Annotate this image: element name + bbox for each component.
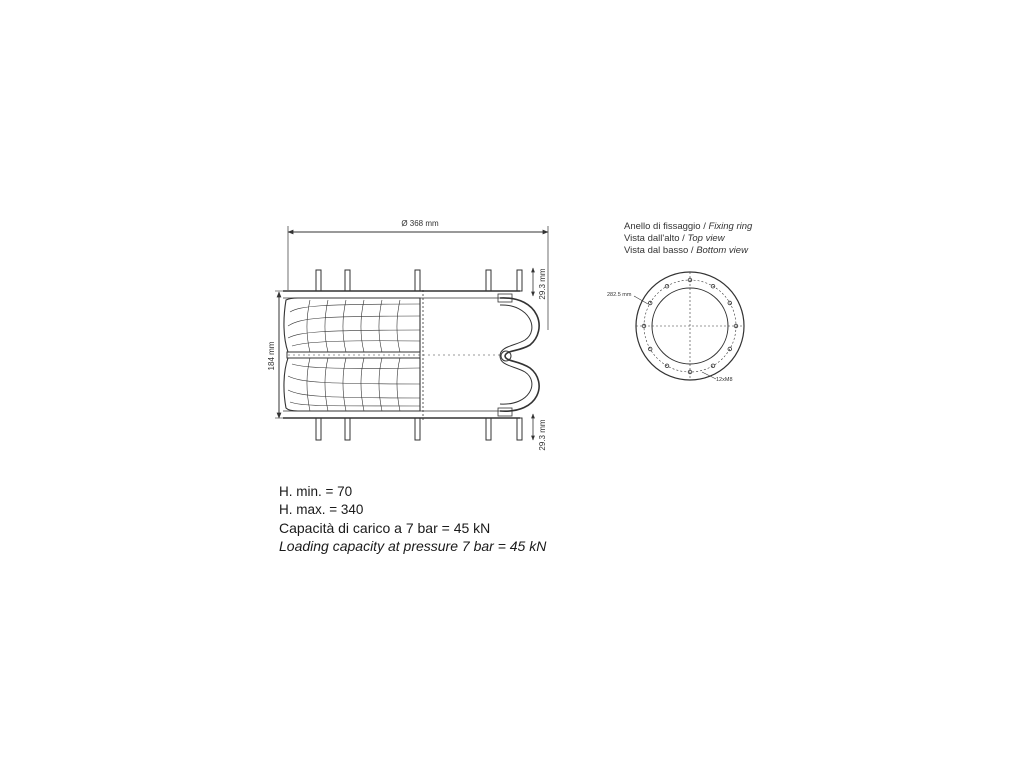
specifications: [279, 483, 546, 555]
upper-bellow: [284, 298, 420, 352]
legend-line-fixing-ring: Anello di fissaggio / Fixing ring: [624, 221, 753, 232]
top-offset-label: 29.3 mm: [538, 268, 547, 300]
bottom-studs: [316, 418, 522, 440]
legend-line-top-view: Vista dall'alto / Top view: [624, 233, 725, 244]
h-max-spec: H. max. = 340: [279, 502, 364, 517]
fixing-ring-view: [634, 272, 744, 380]
bottom-offset-label: 29.3 mm: [538, 419, 547, 451]
lower-bellow: [284, 358, 420, 411]
diameter-label: Ø 368 mm: [401, 219, 439, 228]
capacity-english: Loading capacity at pressure 7 bar = 45 kN: [279, 538, 547, 554]
fixing-ring-legend: [624, 221, 752, 257]
air-spring-side-view: [275, 226, 548, 440]
height-label: 184 mm: [267, 341, 276, 371]
capacity-italian: Capacità di carico a 7 bar = 45 kN: [279, 520, 491, 536]
bellow-cross-section: [500, 298, 539, 411]
h-min-spec: H. min. = 70: [279, 484, 353, 499]
bolt-label: 12xM8: [716, 377, 733, 383]
top-studs: [316, 270, 522, 291]
legend-line-bottom-view: Vista dal basso / Bottom view: [624, 245, 748, 256]
pitch-label: 282.5 mm: [607, 292, 632, 298]
